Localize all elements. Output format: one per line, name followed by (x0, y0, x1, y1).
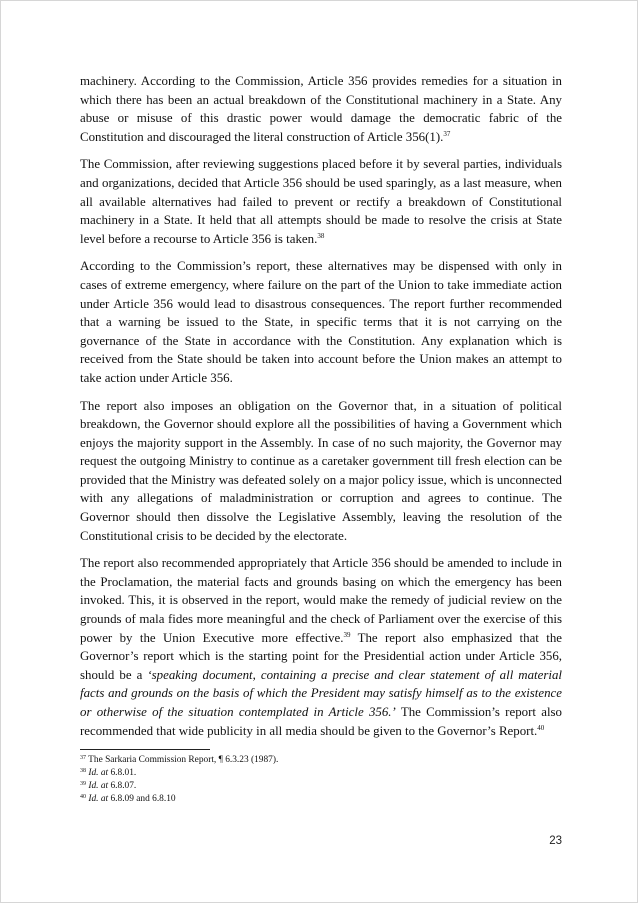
footnote-number: 39 (80, 780, 86, 787)
footnotes (80, 754, 562, 805)
footnote-number: 37 (80, 755, 86, 762)
footnote-id-at: Id. at (88, 780, 109, 791)
footnote (80, 767, 562, 780)
paragraph-text: According to the Commission’s report, these alternatives may be dispensed with only in cases of extreme emergency, where failure on the part of the Union to take immediate action under Article 356 would lead to disastrous consequences. The report further recommended that a warning be issued to the State, in specific terms that it is not carrying on the governance of the State in accordance with the Constitution. Any explanation which is received from the State should be taken into account before the Union makes an attempt to take action under Article 356. (80, 259, 562, 385)
paragraph-text: The report also recommended appropriately that Article 356 should be amended to include in the Proclamation, the material facts and grounds basing on which the emergency has been invoked. This, it is observed in the report, would make the remedy of judicial review on the grounds of mala fides more meaningful and the check of Parliament over the exercise of this power by the Union Executive more effective. (80, 556, 562, 645)
paragraph (80, 554, 562, 740)
page-body (80, 72, 562, 805)
footnote-separator (80, 749, 210, 750)
footnote-id-at: Id. at (88, 767, 109, 778)
footnote (80, 793, 562, 806)
footnote-ref: 39 (343, 630, 351, 639)
paragraph-text: The report also emphasized that the Governor’s report which is the starting point for the Presidential action under Article 356, should be a (80, 630, 562, 682)
footnote-id-at: Id. at (88, 793, 109, 804)
footnote-text: 6.8.01. (108, 767, 137, 778)
footnote (80, 754, 562, 767)
footnote-ref: 40 (537, 723, 545, 732)
footnote-ref: 37 (443, 129, 451, 138)
footnote-text: The Sarkaria Commission Report, ¶ 6.3.23 (1987). (86, 755, 279, 766)
footnote-text: 6.8.09 and 6.8.10 (108, 793, 176, 804)
paragraph-text: machinery. According to the Commission, Article 356 provides remedies for a situation in which there has been an actual breakdown of the Constitutional machinery in a State. Any abuse or misuse of this drastic power would damage the democratic fabric of the Constitution and discouraged the literal construction of Article 356(1). (80, 74, 562, 144)
paragraph (80, 72, 562, 146)
footnote-text: 6.8.07. (108, 780, 137, 791)
page-number: 23 (549, 835, 562, 847)
footnote-number: 40 (80, 793, 86, 800)
footnote (80, 780, 562, 793)
footnote-number: 38 (80, 767, 86, 774)
paragraph (80, 397, 562, 546)
paragraph-text: The Commission’s report also recommended that wide publicity in all media should be given to the Governor’s Report. (80, 705, 562, 738)
paragraph (80, 155, 562, 248)
paragraph-text: The Commission, after reviewing suggestions placed before it by several parties, individuals and organizations, decided that Article 356 should be used sparingly, as a last measure, when all available alternatives had failed to prevent or rectify a breakdown of Constitutional machinery in a State. It held that all attempts should be made to resolve the crisis at State level before a recourse to Article 356 is taken. (80, 157, 562, 246)
footnote-ref: 38 (317, 231, 325, 240)
paragraph-text: The report also imposes an obligation on the Governor that, in a situation of political breakdown, the Governor should explore all the possibilities of having a Government which enjoys the majority support in the Assembly. In case of no such majority, the Governor may request the outgoing Ministry to continue as a caretaker government till fresh election can be provided that the Ministry was defeated solely on a major policy issue, which is unconnected with any allegations of maladministration or corruption and agrees to continue. The Governor should then dissolve the Legislative Assembly, leaving the resolution of the Constitutional crisis to be decided by the electorate. (80, 398, 562, 543)
paragraph (80, 257, 562, 387)
quoted-text: ‘speaking document, containing a precise and clear statement of all material facts and grounds on the basis of which the President may satisfy himself as to the existence or otherwise of the situation contemplated in Article 356.’ (80, 667, 562, 719)
